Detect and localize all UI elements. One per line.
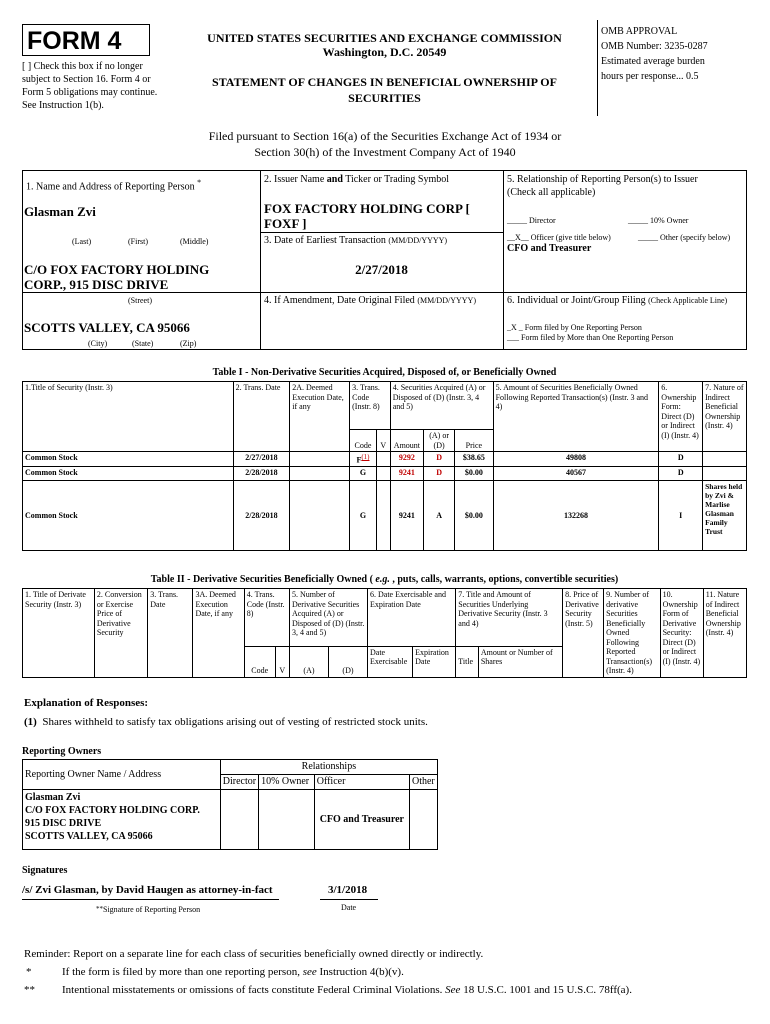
reporting-owners-table — [22, 759, 438, 850]
filed-by-one-person[interactable]: _X _ Form filed by One Reporting Person — [507, 323, 642, 332]
t1-sub-code: Code — [350, 430, 377, 452]
box5-label1: 5. Relationship of Reporting Person(s) to Issuer — [507, 174, 698, 185]
t1-r2-form: I — [659, 481, 703, 551]
t2-h1: 1. Title of Derivate Security (Instr. 3) — [23, 589, 95, 678]
signature-label-stars: ** — [96, 905, 103, 913]
filed-line1: Filed pursuant to Section 16(a) of the Securities Exchange Act of 1934 or — [208, 129, 562, 143]
owner-other-cell — [409, 790, 437, 850]
t1-h2: 2. Trans. Date — [233, 382, 290, 452]
footnote-1-b: Instruction 4(b)(v). — [316, 966, 404, 978]
street-line2: CORP., 915 DISC DRIVE — [24, 277, 169, 292]
t1-r0-aord: D — [424, 452, 455, 467]
t2-sub-v: V — [275, 646, 289, 677]
table2-title-eg: e.g. — [375, 574, 390, 585]
agency-line2: Washington, D.C. 20549 — [322, 45, 447, 59]
owner-line: SCOTTS VALLEY, CA 95066 — [25, 831, 153, 842]
box2-label — [264, 174, 449, 186]
box3-label-text: 3. Date of Earliest Transaction — [264, 235, 386, 246]
t2-sub-a: (A) — [289, 646, 328, 677]
table-row — [23, 790, 438, 850]
t1-r1-deemed — [290, 467, 350, 481]
box6-label-small: (Check Applicable Line) — [648, 296, 728, 305]
t1-r1-code: G — [350, 467, 377, 481]
col-officer: Officer — [314, 775, 409, 790]
t2-h9: 9. Number of derivative Securities Beneficially Owned Following Reported Transaction(s) (Instr. 4) — [604, 589, 660, 678]
owner-line: Glasman Zvi — [25, 792, 81, 803]
t1-r2-amount: 9241 — [390, 481, 423, 551]
owner-director-cell — [220, 790, 258, 850]
t2-h6: 6. Date Exercisable and Expiration Date — [367, 589, 455, 647]
table-row — [23, 481, 747, 551]
city-state-zip: SCOTTS VALLEY, CA 95066 — [24, 320, 190, 335]
last-label: (Last) — [72, 237, 92, 246]
reporting-owners-heading: Reporting Owners — [22, 746, 102, 757]
col-director: Director — [220, 775, 258, 790]
col-ten-percent: 10% Owner — [259, 775, 315, 790]
box1-label — [26, 177, 201, 193]
t1-r1-date: 2/28/2018 — [233, 467, 290, 481]
t1-r1-form: D — [659, 467, 703, 481]
t1-r2-code: G — [350, 481, 377, 551]
table2-title — [22, 574, 747, 586]
t2-h3a: 3A. Deemed Execution Date, if any — [193, 589, 244, 678]
t2-sub-amount: Amount or Number of Shares — [478, 646, 562, 677]
t1-r0-date: 2/27/2018 — [233, 452, 290, 467]
statement-line2: SECURITIES — [348, 91, 421, 105]
first-label: (First) — [128, 237, 148, 246]
signatures-heading: Signatures — [22, 865, 68, 876]
table-row — [23, 452, 747, 467]
city-label: (City) — [88, 339, 108, 348]
t1-h4: 4. Securities Acquired (A) or Disposed of (D) (Instr. 3, 4 and 5) — [390, 382, 493, 430]
date-line — [320, 899, 378, 900]
owner-ten-percent-cell — [259, 790, 315, 850]
state-label: (State) — [132, 339, 154, 348]
omb-divider — [597, 20, 598, 116]
date-label: Date — [341, 903, 357, 912]
t1-r1-aord: D — [424, 467, 455, 481]
box6-label-text: 6. Individual or Joint/Group Filing — [507, 295, 646, 306]
officer-title: CFO and Treasurer — [507, 243, 592, 254]
footnote-1-see: see — [302, 966, 317, 978]
t1-r2-deemed — [290, 481, 350, 551]
statement-line1: STATEMENT OF CHANGES IN BENEFICIAL OWNERSHIP OF — [212, 75, 557, 89]
t1-r0-code-cell — [350, 452, 377, 467]
t2-h8: 8. Price of Derivative Security (Instr. 5) — [563, 589, 604, 678]
t2-h11: 11. Nature of Indirect Beneficial Ownership (Instr. 4) — [703, 589, 746, 678]
explanation-note-text: Shares withheld to satisfy tax obligations arising out of vesting of restricted stock units. — [42, 716, 428, 728]
box6-label — [507, 295, 727, 307]
t1-r2-v — [376, 481, 390, 551]
t1-r2-aord: A — [424, 481, 455, 551]
t1-sub-aord: (A) or (D) — [424, 430, 455, 452]
street-label: (Street) — [128, 296, 152, 305]
officer-checkbox[interactable]: __X__ Officer (give title below) — [507, 233, 611, 242]
divider-2-5 — [503, 170, 504, 350]
signature-label-text: Signature of Reporting Person — [103, 905, 201, 914]
t1-r1-amount: 9241 — [390, 467, 423, 481]
t1-r2-price: $0.00 — [455, 481, 493, 551]
t2-h3: 3. Trans. Date — [148, 589, 193, 678]
divider-box2-3 — [260, 232, 503, 233]
omb-burden2: hours per response... 0.5 — [601, 71, 699, 82]
other-checkbox[interactable]: _____ Other (specify below) — [638, 233, 731, 242]
street-line1: C/O FOX FACTORY HOLDING — [24, 262, 210, 277]
t1-h3: 3. Trans. Code (Instr. 8) — [350, 382, 391, 430]
footnote-double-star: ** — [24, 984, 35, 996]
box1-label-text: 1. Name and Address of Reporting Person — [26, 181, 195, 193]
footnote-star: * — [26, 966, 32, 978]
t1-r2-owned: 132268 — [493, 481, 659, 551]
t1-sub-v: V — [376, 430, 390, 452]
t1-r0-form: D — [659, 452, 703, 467]
issuer-name-line2: FOXF ] — [264, 216, 307, 231]
t1-h6: 6. Ownership Form: Direct (D) or Indirect (I) (Instr. 4) — [659, 382, 703, 452]
middle-label: (Middle) — [180, 237, 209, 246]
t1-r2-date: 2/28/2018 — [233, 481, 290, 551]
agency-line1: UNITED STATES SECURITIES AND EXCHANGE COMMISSION — [207, 31, 562, 45]
box4-label-text: 4. If Amendment, Date Original Filed — [264, 295, 415, 306]
footnote-2-b: 18 U.S.C. 1001 and 15 U.S.C. 78ff(a). — [460, 984, 632, 996]
signature-text: /s/ Zvi Glasman, by David Haugen as attorney-in-fact — [22, 884, 273, 896]
box2-label-a: 2. Issuer Name — [264, 174, 327, 185]
explanation-note-num: (1) — [24, 716, 37, 728]
owner-line: 915 DISC DRIVE — [25, 818, 102, 829]
earliest-transaction-date: 2/27/2018 — [355, 262, 408, 277]
relationships-header: Relationships — [220, 760, 437, 775]
owner-officer-cell: CFO and Treasurer — [314, 790, 409, 850]
t2-sub-code: Code — [244, 646, 275, 677]
footnote-2-a: Intentional misstatements or omissions of facts constitute Federal Criminal Violations. — [62, 984, 446, 996]
t1-r0-deemed — [290, 452, 350, 467]
t1-r0-amount: 9292 — [390, 452, 423, 467]
table2 — [22, 588, 747, 678]
box3-label-fmt: (MM/DD/YYYY) — [388, 236, 448, 245]
reminder: Reminder: Report on a separate line for each class of securities beneficially owned directly or indirectly. — [24, 948, 484, 960]
explanation-note — [24, 716, 428, 729]
t2-h10: 10. Ownership Form of Derivative Security: Direct (D) or Indirect (I) (Instr. 4) — [660, 589, 703, 678]
t1-r0-price: $38.65 — [455, 452, 493, 467]
box4-label-fmt: (MM/DD/YYYY) — [417, 296, 476, 305]
t1-r1-title: Common Stock — [23, 467, 234, 481]
t2-sub-date-ex: Date Exercisable — [367, 646, 412, 677]
t1-r0-footnote-link[interactable]: (1) — [361, 453, 370, 461]
omb-box — [601, 24, 761, 84]
box2-label-c: Ticker or Trading Symbol — [342, 174, 450, 185]
footnote-2 — [62, 984, 632, 997]
filed-pursuant — [100, 128, 670, 160]
t1-r2-title: Common Stock — [23, 481, 234, 551]
owner-address-cell — [23, 790, 221, 850]
col-other: Other — [409, 775, 437, 790]
t2-h7: 7. Title and Amount of Securities Underlying Derivative Security (Instr. 3 and 4) — [456, 589, 563, 647]
t1-r0-nature — [703, 452, 747, 467]
t1-r0-code: F — [356, 455, 362, 465]
signature-label — [96, 905, 200, 915]
filed-line2: Section 30(h) of the Investment Company Act of 1940 — [254, 145, 516, 159]
omb-number: OMB Number: 3235-0287 — [601, 41, 708, 52]
owner-name-header: Reporting Owner Name / Address — [23, 760, 221, 790]
box4-label — [264, 295, 476, 307]
issuer-name-line1: FOX FACTORY HOLDING CORP [ — [264, 201, 470, 216]
t2-h4: 4. Trans. Code (Instr. 8) — [244, 589, 289, 647]
t2-h2: 2. Conversion or Exercise Price of Derivative Security — [94, 589, 147, 678]
filed-by-more-persons[interactable]: ___ Form filed by More than One Reporting Person — [507, 333, 674, 342]
t1-r1-price: $0.00 — [455, 467, 493, 481]
form-title: FORM 4 — [27, 27, 122, 55]
t1-h5: 5. Amount of Securities Beneficially Owned Following Reported Transaction(s) (Instr. 3 and 4) — [493, 382, 659, 452]
t1-r0-owned: 49808 — [493, 452, 659, 467]
t1-r1-v — [376, 467, 390, 481]
omb-burden1: Estimated average burden — [601, 56, 705, 67]
box1-star: * — [197, 178, 202, 187]
table-row — [23, 467, 747, 481]
t1-r0-title: Common Stock — [23, 452, 234, 467]
t1-r0-v — [376, 452, 390, 467]
explanation-heading: Explanation of Responses: — [24, 697, 149, 709]
t1-r2-nature: Shares held by Zvi & Marlise Glasman Family Trust — [703, 481, 747, 551]
zip-label: (Zip) — [180, 339, 197, 348]
box5-label2: (Check all applicable) — [507, 187, 596, 198]
box2-label-b: and — [326, 174, 343, 185]
ten-percent-owner-checkbox[interactable]: _____ 10% Owner — [628, 216, 689, 225]
table1-title: Table I - Non-Derivative Securities Acquired, Disposed of, or Beneficially Owned — [212, 367, 557, 378]
divider-row-top — [22, 292, 747, 293]
t1-r1-nature — [703, 467, 747, 481]
t2-sub-exp: Expiration Date — [413, 646, 456, 677]
t1-h2a: 2A. Deemed Execution Date, if any — [290, 382, 350, 452]
t2-sub-d: (D) — [328, 646, 367, 677]
t1-r1-owned: 40567 — [493, 467, 659, 481]
signature-date: 3/1/2018 — [328, 884, 368, 896]
table2-title-b: , puts, calls, warrants, options, convertible securities) — [389, 574, 619, 585]
footnote-2-see: See — [445, 984, 461, 996]
owner-line: C/O FOX FACTORY HOLDING CORP. — [25, 805, 200, 816]
reporting-person-name: Glasman Zvi — [24, 204, 96, 219]
signature-line — [22, 899, 279, 900]
t1-sub-amount: Amount — [390, 430, 423, 452]
table1 — [22, 381, 747, 551]
t1-sub-price: Price — [455, 430, 493, 452]
box3-label — [264, 235, 447, 247]
t2-sub-title: Title — [456, 646, 479, 677]
check-box-text[interactable]: [ ] Check this box if no longer subject to Section 16. Form 4 or Form 5 obligations may continue. See Instruction 1(b). — [22, 61, 158, 111]
footnote-1 — [62, 966, 404, 979]
table2-title-a: Table II - Derivative Securities Beneficially Owned ( — [150, 574, 376, 585]
t2-h5: 5. Number of Derivative Securities Acquired (A) or Disposed of (D) (Instr. 3, 4 and 5) — [289, 589, 367, 647]
t1-h1: 1.Title of Security (Instr. 3) — [23, 382, 234, 452]
divider-1-2 — [260, 170, 261, 350]
form-title-box — [22, 24, 150, 56]
omb-title: OMB APPROVAL — [601, 26, 678, 37]
footnote-1-a: If the form is filed by more than one reporting person, — [62, 966, 303, 978]
director-checkbox[interactable]: _____ Director — [507, 216, 556, 225]
t1-h7: 7. Nature of Indirect Beneficial Ownership (Instr. 4) — [703, 382, 747, 452]
box5-label — [507, 173, 745, 199]
